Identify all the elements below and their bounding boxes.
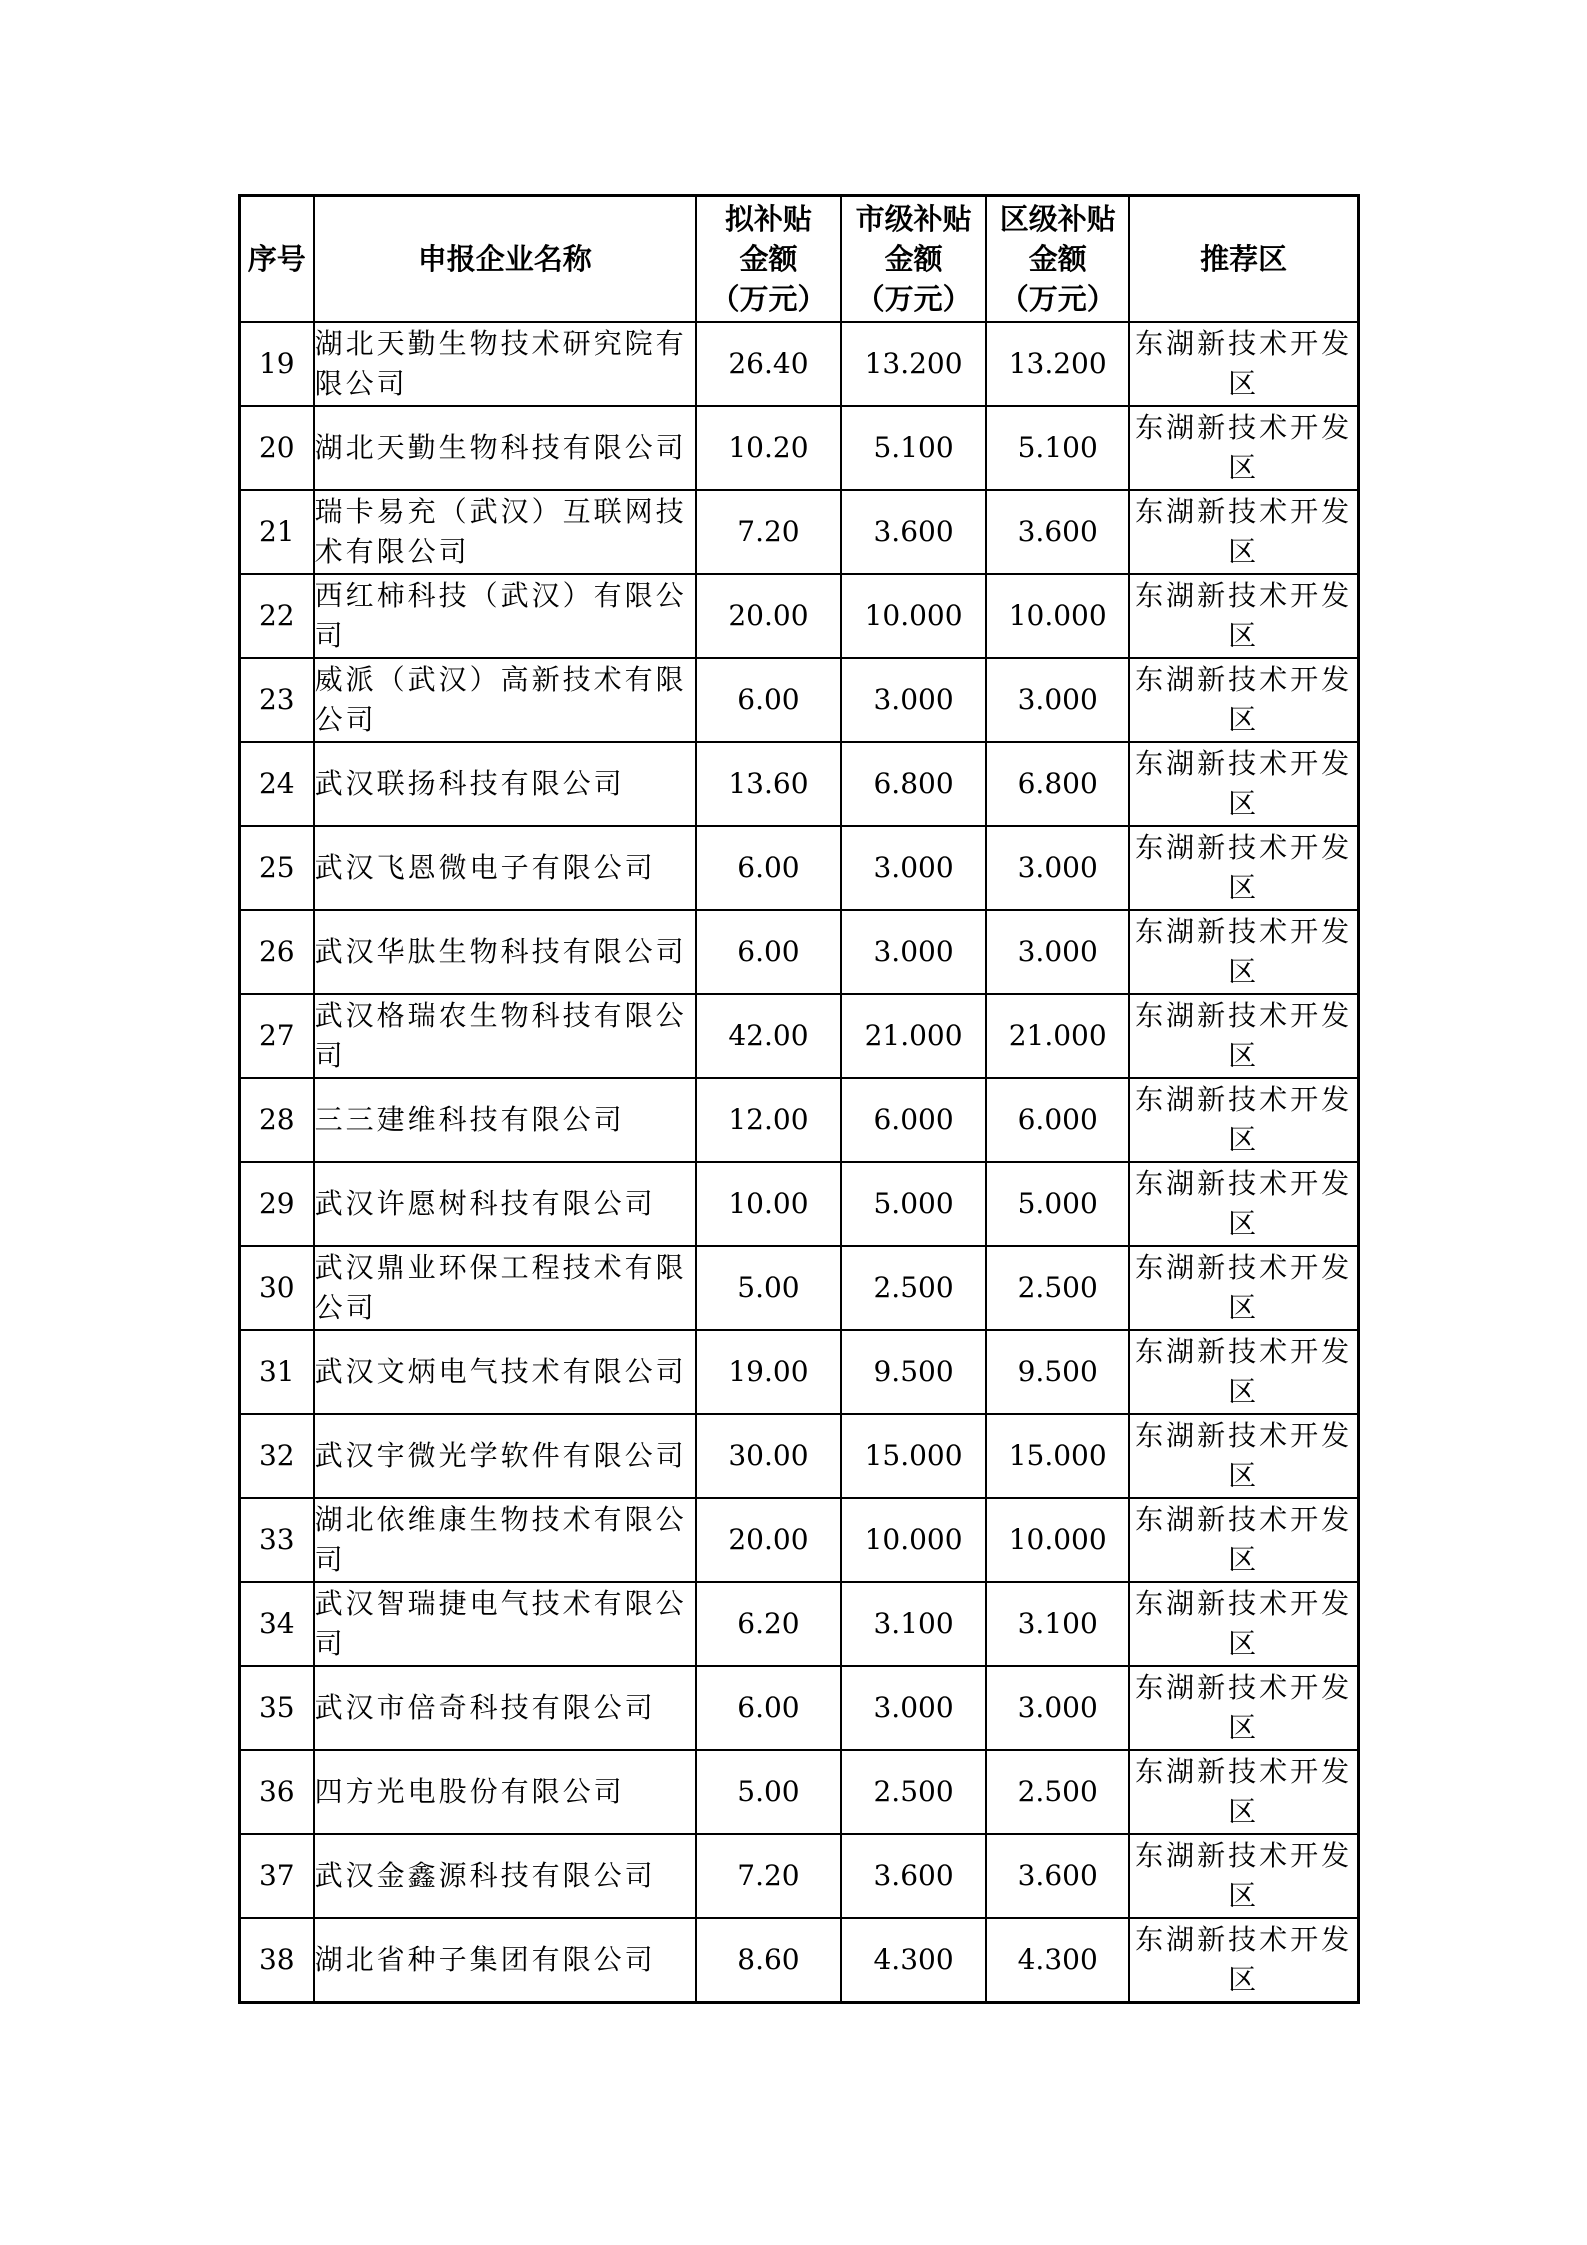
- cell-proposed-amount: 6.00: [696, 910, 841, 994]
- cell-company-name: 武汉金鑫源科技有限公司: [314, 1834, 696, 1918]
- cell-district-amount: 3.600: [986, 490, 1129, 574]
- cell-recommending-zone: 东湖新技术开发区: [1129, 1834, 1358, 1918]
- cell-recommending-zone: 东湖新技术开发区: [1129, 1582, 1358, 1666]
- table-row: [240, 490, 1359, 574]
- cell-no: 33: [240, 1498, 314, 1582]
- cell-company-name: 武汉鼎业环保工程技术有限公司: [314, 1246, 696, 1330]
- cell-company-name: 武汉宇微光学软件有限公司: [314, 1414, 696, 1498]
- cell-no: 29: [240, 1162, 314, 1246]
- cell-no: 20: [240, 406, 314, 490]
- cell-no: 30: [240, 1246, 314, 1330]
- table-row: [240, 1330, 1359, 1414]
- table-row: [240, 1834, 1359, 1918]
- cell-city-amount: 3.000: [841, 826, 986, 910]
- header-proposed-line: 金额: [739, 242, 798, 276]
- cell-proposed-amount: 13.60: [696, 742, 841, 826]
- table-row: [240, 910, 1359, 994]
- cell-city-amount: 6.800: [841, 742, 986, 826]
- cell-company-name: 西红柿科技（武汉）有限公司: [314, 574, 696, 658]
- table-row: [240, 1246, 1359, 1330]
- cell-district-amount: 2.500: [986, 1750, 1129, 1834]
- cell-company-name: 武汉市倍奇科技有限公司: [314, 1666, 696, 1750]
- cell-recommending-zone: 东湖新技术开发区: [1129, 1078, 1358, 1162]
- cell-company-name: 武汉格瑞农生物科技有限公司: [314, 994, 696, 1078]
- cell-district-amount: 2.500: [986, 1246, 1129, 1330]
- table-row: [240, 742, 1359, 826]
- cell-company-name: 三三建维科技有限公司: [314, 1078, 696, 1162]
- cell-recommending-zone: 东湖新技术开发区: [1129, 1246, 1358, 1330]
- cell-district-amount: 4.300: [986, 1918, 1129, 2003]
- cell-proposed-amount: 8.60: [696, 1918, 841, 2003]
- subsidy-table: [238, 194, 1360, 2004]
- cell-proposed-amount: 6.20: [696, 1582, 841, 1666]
- cell-company-name: 武汉飞恩微电子有限公司: [314, 826, 696, 910]
- table-header: [240, 196, 1359, 323]
- cell-district-amount: 5.000: [986, 1162, 1129, 1246]
- cell-no: 21: [240, 490, 314, 574]
- cell-company-name: 武汉华肽生物科技有限公司: [314, 910, 696, 994]
- cell-recommending-zone: 东湖新技术开发区: [1129, 826, 1358, 910]
- cell-no: 35: [240, 1666, 314, 1750]
- cell-recommending-zone: 东湖新技术开发区: [1129, 1498, 1358, 1582]
- cell-company-name: 威派（武汉）高新技术有限公司: [314, 658, 696, 742]
- cell-proposed-amount: 6.00: [696, 658, 841, 742]
- cell-district-amount: 6.800: [986, 742, 1129, 826]
- cell-proposed-amount: 5.00: [696, 1750, 841, 1834]
- cell-proposed-amount: 30.00: [696, 1414, 841, 1498]
- cell-city-amount: 3.000: [841, 1666, 986, 1750]
- table-row: [240, 658, 1359, 742]
- cell-recommending-zone: 东湖新技术开发区: [1129, 742, 1358, 826]
- header-row: [240, 196, 1359, 323]
- cell-city-amount: 6.000: [841, 1078, 986, 1162]
- cell-no: 28: [240, 1078, 314, 1162]
- cell-proposed-amount: 10.20: [696, 406, 841, 490]
- cell-district-amount: 3.100: [986, 1582, 1129, 1666]
- header-district-line: 区级补贴: [999, 202, 1116, 236]
- header-district-line: （万元）: [999, 282, 1116, 316]
- cell-district-amount: 3.000: [986, 1666, 1129, 1750]
- cell-district-amount: 21.000: [986, 994, 1129, 1078]
- cell-no: 23: [240, 658, 314, 742]
- table-row: [240, 826, 1359, 910]
- table-body: [240, 322, 1359, 2003]
- cell-district-amount: 6.000: [986, 1078, 1129, 1162]
- cell-proposed-amount: 6.00: [696, 826, 841, 910]
- cell-district-amount: 3.000: [986, 658, 1129, 742]
- cell-proposed-amount: 5.00: [696, 1246, 841, 1330]
- table-row: [240, 1582, 1359, 1666]
- table-row: [240, 1078, 1359, 1162]
- cell-proposed-amount: 20.00: [696, 1498, 841, 1582]
- header-city-line: 市级补贴: [855, 202, 972, 236]
- cell-district-amount: 9.500: [986, 1330, 1129, 1414]
- cell-no: 22: [240, 574, 314, 658]
- cell-city-amount: 3.600: [841, 490, 986, 574]
- header-district-amount: [986, 196, 1129, 323]
- cell-city-amount: 3.000: [841, 658, 986, 742]
- cell-city-amount: 5.000: [841, 1162, 986, 1246]
- header-proposed-line: （万元）: [710, 282, 827, 316]
- cell-proposed-amount: 6.00: [696, 1666, 841, 1750]
- table-row: [240, 1162, 1359, 1246]
- cell-company-name: 湖北天勤生物技术研究院有限公司: [314, 322, 696, 406]
- cell-no: 25: [240, 826, 314, 910]
- cell-company-name: 瑞卡易充（武汉）互联网技术有限公司: [314, 490, 696, 574]
- cell-district-amount: 10.000: [986, 1498, 1129, 1582]
- cell-company-name: 湖北省种子集团有限公司: [314, 1918, 696, 2003]
- table-row: [240, 994, 1359, 1078]
- cell-proposed-amount: 7.20: [696, 1834, 841, 1918]
- table-row: [240, 1750, 1359, 1834]
- header-proposed-amount: [696, 196, 841, 323]
- cell-company-name: 湖北天勤生物科技有限公司: [314, 406, 696, 490]
- header-district-line: 金额: [1028, 242, 1087, 276]
- cell-no: 36: [240, 1750, 314, 1834]
- cell-company-name: 四方光电股份有限公司: [314, 1750, 696, 1834]
- table-row: [240, 574, 1359, 658]
- cell-no: 27: [240, 994, 314, 1078]
- cell-recommending-zone: 东湖新技术开发区: [1129, 1750, 1358, 1834]
- cell-recommending-zone: 东湖新技术开发区: [1129, 322, 1358, 406]
- cell-no: 19: [240, 322, 314, 406]
- cell-no: 32: [240, 1414, 314, 1498]
- cell-district-amount: 3.600: [986, 1834, 1129, 1918]
- cell-city-amount: 5.100: [841, 406, 986, 490]
- cell-proposed-amount: 26.40: [696, 322, 841, 406]
- cell-proposed-amount: 20.00: [696, 574, 841, 658]
- cell-company-name: 武汉许愿树科技有限公司: [314, 1162, 696, 1246]
- cell-proposed-amount: 12.00: [696, 1078, 841, 1162]
- cell-recommending-zone: 东湖新技术开发区: [1129, 406, 1358, 490]
- cell-recommending-zone: 东湖新技术开发区: [1129, 1414, 1358, 1498]
- cell-no: 38: [240, 1918, 314, 2003]
- cell-proposed-amount: 10.00: [696, 1162, 841, 1246]
- cell-city-amount: 2.500: [841, 1750, 986, 1834]
- cell-company-name: 湖北依维康生物技术有限公司: [314, 1498, 696, 1582]
- table-row: [240, 1414, 1359, 1498]
- cell-recommending-zone: 东湖新技术开发区: [1129, 658, 1358, 742]
- cell-no: 37: [240, 1834, 314, 1918]
- cell-district-amount: 5.100: [986, 406, 1129, 490]
- table-row: [240, 1918, 1359, 2003]
- cell-company-name: 武汉联扬科技有限公司: [314, 742, 696, 826]
- cell-city-amount: 3.600: [841, 1834, 986, 1918]
- cell-no: 24: [240, 742, 314, 826]
- cell-city-amount: 13.200: [841, 322, 986, 406]
- table-row: [240, 322, 1359, 406]
- cell-recommending-zone: 东湖新技术开发区: [1129, 1330, 1358, 1414]
- cell-proposed-amount: 7.20: [696, 490, 841, 574]
- cell-district-amount: 10.000: [986, 574, 1129, 658]
- cell-no: 26: [240, 910, 314, 994]
- table-row: [240, 1666, 1359, 1750]
- cell-recommending-zone: 东湖新技术开发区: [1129, 910, 1358, 994]
- cell-no: 34: [240, 1582, 314, 1666]
- cell-proposed-amount: 19.00: [696, 1330, 841, 1414]
- table-row: [240, 406, 1359, 490]
- cell-recommending-zone: 东湖新技术开发区: [1129, 1918, 1358, 2003]
- cell-recommending-zone: 东湖新技术开发区: [1129, 994, 1358, 1078]
- cell-city-amount: 3.000: [841, 910, 986, 994]
- cell-company-name: 武汉智瑞捷电气技术有限公司: [314, 1582, 696, 1666]
- cell-district-amount: 15.000: [986, 1414, 1129, 1498]
- cell-city-amount: 4.300: [841, 1918, 986, 2003]
- cell-recommending-zone: 东湖新技术开发区: [1129, 1666, 1358, 1750]
- header-company-name: 申报企业名称: [314, 196, 696, 323]
- header-city-line: 金额: [884, 242, 943, 276]
- cell-district-amount: 3.000: [986, 826, 1129, 910]
- cell-company-name: 武汉文炳电气技术有限公司: [314, 1330, 696, 1414]
- cell-district-amount: 3.000: [986, 910, 1129, 994]
- header-city-amount: [841, 196, 986, 323]
- header-city-line: （万元）: [855, 282, 972, 316]
- header-recommending-zone: 推荐区: [1129, 196, 1358, 323]
- header-proposed-line: 拟补贴: [724, 202, 812, 236]
- cell-recommending-zone: 东湖新技术开发区: [1129, 1162, 1358, 1246]
- cell-city-amount: 10.000: [841, 1498, 986, 1582]
- cell-city-amount: 10.000: [841, 574, 986, 658]
- cell-city-amount: 21.000: [841, 994, 986, 1078]
- cell-district-amount: 13.200: [986, 322, 1129, 406]
- cell-city-amount: 15.000: [841, 1414, 986, 1498]
- cell-city-amount: 3.100: [841, 1582, 986, 1666]
- cell-city-amount: 9.500: [841, 1330, 986, 1414]
- cell-recommending-zone: 东湖新技术开发区: [1129, 490, 1358, 574]
- cell-recommending-zone: 东湖新技术开发区: [1129, 574, 1358, 658]
- cell-city-amount: 2.500: [841, 1246, 986, 1330]
- cell-no: 31: [240, 1330, 314, 1414]
- cell-proposed-amount: 42.00: [696, 994, 841, 1078]
- header-no: 序号: [240, 196, 314, 323]
- table-row: [240, 1498, 1359, 1582]
